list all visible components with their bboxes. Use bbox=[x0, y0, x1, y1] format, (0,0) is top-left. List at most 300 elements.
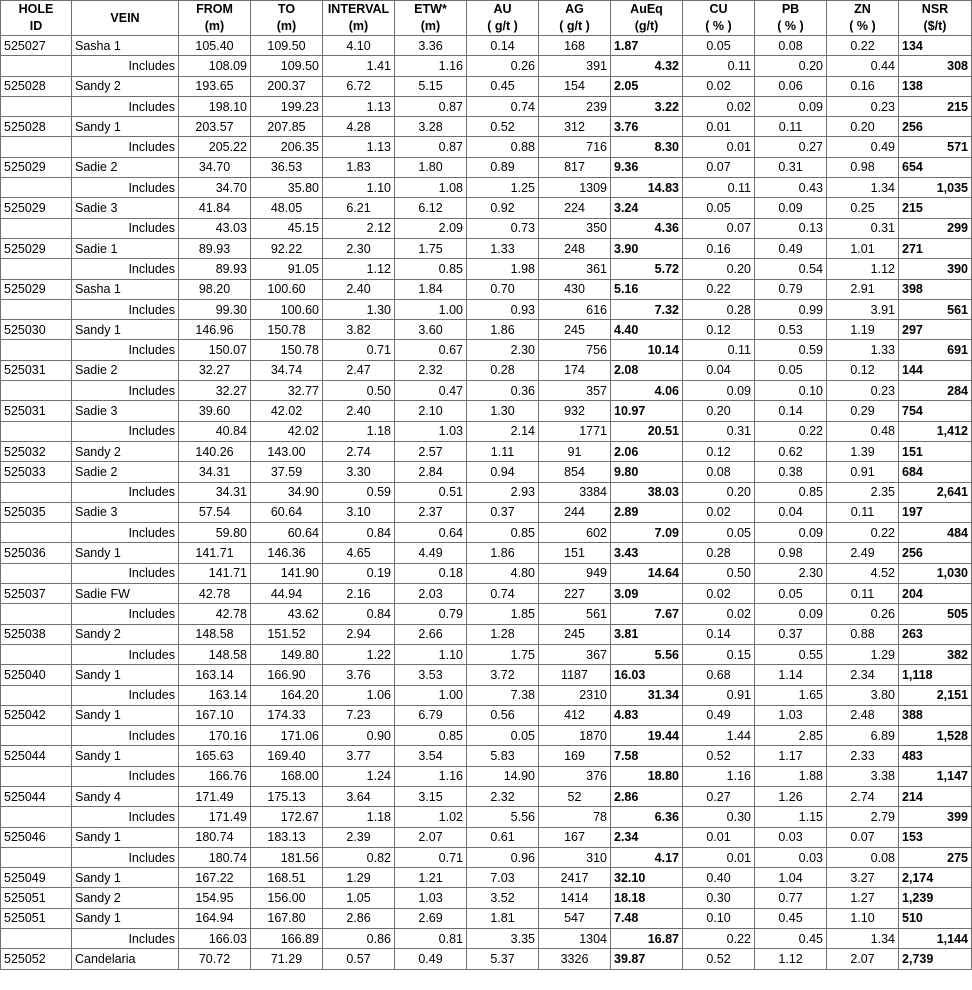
cell-aueq: 38.03 bbox=[611, 482, 683, 502]
cell-vein: Includes bbox=[72, 137, 179, 157]
cell-etw: 1.00 bbox=[395, 685, 467, 705]
cell-to: 34.90 bbox=[251, 482, 323, 502]
cell-ag: 376 bbox=[539, 766, 611, 786]
column-header-unit: (m) bbox=[420, 19, 441, 33]
cell-zn: 0.91 bbox=[827, 462, 899, 482]
cell-cu: 0.01 bbox=[683, 137, 755, 157]
cell-cu: 0.02 bbox=[683, 502, 755, 522]
column-header-label: NSR bbox=[921, 2, 949, 16]
cell-vein: Sadie FW bbox=[72, 584, 179, 604]
cell-au: 1.25 bbox=[467, 178, 539, 198]
cell-to: 60.64 bbox=[251, 502, 323, 522]
cell-hole-id bbox=[1, 137, 72, 157]
cell-vein: Sadie 3 bbox=[72, 502, 179, 522]
cell-etw: 1.80 bbox=[395, 157, 467, 177]
cell-to: 34.74 bbox=[251, 360, 323, 380]
cell-pb: 0.37 bbox=[755, 624, 827, 644]
cell-interval: 0.82 bbox=[323, 847, 395, 867]
cell-cu: 0.02 bbox=[683, 604, 755, 624]
column-header-unit: (g/t) bbox=[634, 19, 659, 33]
cell-to: 43.62 bbox=[251, 604, 323, 624]
cell-cu: 0.20 bbox=[683, 482, 755, 502]
cell-au: 1.98 bbox=[467, 259, 539, 279]
column-header-label: AG bbox=[565, 2, 584, 16]
column-header-label: INTERVAL bbox=[327, 2, 390, 16]
cell-nsr: 691 bbox=[899, 340, 972, 360]
cell-interval: 1.05 bbox=[323, 888, 395, 908]
cell-ag: 602 bbox=[539, 523, 611, 543]
cell-hole-id bbox=[1, 847, 72, 867]
cell-vein: Includes bbox=[72, 178, 179, 198]
cell-vein: Candelaria bbox=[72, 949, 179, 969]
cell-aueq: 6.36 bbox=[611, 807, 683, 827]
table-row bbox=[1, 624, 972, 644]
table-row bbox=[1, 705, 972, 725]
cell-nsr: 571 bbox=[899, 137, 972, 157]
cell-hole-id: 525029 bbox=[1, 238, 72, 258]
cell-cu: 0.40 bbox=[683, 868, 755, 888]
cell-cu: 0.11 bbox=[683, 178, 755, 198]
cell-vein: Sandy 1 bbox=[72, 117, 179, 137]
cell-from: 32.27 bbox=[179, 381, 251, 401]
cell-vein: Includes bbox=[72, 563, 179, 583]
cell-aueq: 20.51 bbox=[611, 421, 683, 441]
cell-ag: 616 bbox=[539, 299, 611, 319]
cell-ag: 949 bbox=[539, 563, 611, 583]
cell-to: 143.00 bbox=[251, 441, 323, 461]
cell-interval: 6.21 bbox=[323, 198, 395, 218]
cell-hole-id: 525038 bbox=[1, 624, 72, 644]
cell-interval: 2.40 bbox=[323, 401, 395, 421]
cell-to: 181.56 bbox=[251, 847, 323, 867]
cell-au: 0.74 bbox=[467, 96, 539, 116]
cell-vein: Includes bbox=[72, 381, 179, 401]
cell-etw: 2.66 bbox=[395, 624, 467, 644]
column-header-label: ZN bbox=[854, 2, 871, 16]
cell-nsr: 1,147 bbox=[899, 766, 972, 786]
cell-etw: 0.18 bbox=[395, 563, 467, 583]
cell-nsr: 1,144 bbox=[899, 929, 972, 949]
cell-from: 167.10 bbox=[179, 705, 251, 725]
cell-au: 0.85 bbox=[467, 523, 539, 543]
cell-nsr: 271 bbox=[899, 238, 972, 258]
cell-to: 169.40 bbox=[251, 746, 323, 766]
table-row bbox=[1, 786, 972, 806]
cell-etw: 0.67 bbox=[395, 340, 467, 360]
table-row-includes bbox=[1, 929, 972, 949]
cell-ag: 756 bbox=[539, 340, 611, 360]
cell-au: 0.61 bbox=[467, 827, 539, 847]
cell-nsr: 215 bbox=[899, 198, 972, 218]
cell-zn: 1.33 bbox=[827, 340, 899, 360]
cell-ag: 227 bbox=[539, 584, 611, 604]
cell-pb: 0.53 bbox=[755, 320, 827, 340]
cell-to: 109.50 bbox=[251, 36, 323, 56]
cell-etw: 1.00 bbox=[395, 299, 467, 319]
cell-au: 0.96 bbox=[467, 847, 539, 867]
cell-au: 1.86 bbox=[467, 543, 539, 563]
cell-hole-id: 525049 bbox=[1, 868, 72, 888]
cell-from: 154.95 bbox=[179, 888, 251, 908]
cell-zn: 1.27 bbox=[827, 888, 899, 908]
column-header-pb bbox=[755, 1, 827, 36]
cell-zn: 0.98 bbox=[827, 157, 899, 177]
cell-pb: 1.14 bbox=[755, 665, 827, 685]
cell-from: 164.94 bbox=[179, 908, 251, 928]
column-header-to bbox=[251, 1, 323, 36]
cell-pb: 1.12 bbox=[755, 949, 827, 969]
table-row-includes bbox=[1, 644, 972, 664]
cell-to: 207.85 bbox=[251, 117, 323, 137]
cell-cu: 0.12 bbox=[683, 441, 755, 461]
cell-cu: 0.01 bbox=[683, 847, 755, 867]
cell-etw: 1.16 bbox=[395, 766, 467, 786]
cell-ag: 1771 bbox=[539, 421, 611, 441]
cell-aueq: 3.09 bbox=[611, 584, 683, 604]
cell-from: 89.93 bbox=[179, 238, 251, 258]
cell-vein: Sadie 1 bbox=[72, 238, 179, 258]
cell-interval: 1.10 bbox=[323, 178, 395, 198]
cell-hole-id bbox=[1, 563, 72, 583]
cell-nsr: 134 bbox=[899, 36, 972, 56]
cell-ag: 2417 bbox=[539, 868, 611, 888]
cell-cu: 0.20 bbox=[683, 259, 755, 279]
cell-vein: Includes bbox=[72, 523, 179, 543]
cell-cu: 0.08 bbox=[683, 462, 755, 482]
cell-to: 151.52 bbox=[251, 624, 323, 644]
cell-zn: 2.49 bbox=[827, 543, 899, 563]
table-row bbox=[1, 868, 972, 888]
cell-from: 148.58 bbox=[179, 644, 251, 664]
cell-nsr: 214 bbox=[899, 786, 972, 806]
cell-zn: 0.08 bbox=[827, 847, 899, 867]
cell-interval: 3.10 bbox=[323, 502, 395, 522]
cell-nsr: 2,739 bbox=[899, 949, 972, 969]
cell-from: 42.78 bbox=[179, 584, 251, 604]
cell-interval: 7.23 bbox=[323, 705, 395, 725]
cell-etw: 1.03 bbox=[395, 888, 467, 908]
cell-interval: 0.84 bbox=[323, 523, 395, 543]
table-row-includes bbox=[1, 807, 972, 827]
cell-cu: 0.05 bbox=[683, 36, 755, 56]
cell-aueq: 14.64 bbox=[611, 563, 683, 583]
cell-vein: Includes bbox=[72, 766, 179, 786]
cell-hole-id bbox=[1, 259, 72, 279]
cell-aueq: 3.90 bbox=[611, 238, 683, 258]
cell-au: 0.93 bbox=[467, 299, 539, 319]
cell-nsr: 1,528 bbox=[899, 726, 972, 746]
cell-cu: 0.52 bbox=[683, 949, 755, 969]
cell-etw: 0.64 bbox=[395, 523, 467, 543]
column-header-label: FROM bbox=[196, 2, 233, 16]
cell-pb: 1.26 bbox=[755, 786, 827, 806]
cell-interval: 1.30 bbox=[323, 299, 395, 319]
cell-hole-id: 525031 bbox=[1, 401, 72, 421]
cell-vein: Sandy 2 bbox=[72, 624, 179, 644]
cell-nsr: 505 bbox=[899, 604, 972, 624]
cell-from: 41.84 bbox=[179, 198, 251, 218]
cell-cu: 0.20 bbox=[683, 401, 755, 421]
cell-to: 200.37 bbox=[251, 76, 323, 96]
cell-nsr: 275 bbox=[899, 847, 972, 867]
cell-au: 14.90 bbox=[467, 766, 539, 786]
cell-interval: 6.72 bbox=[323, 76, 395, 96]
cell-ag: 3326 bbox=[539, 949, 611, 969]
cell-to: 149.80 bbox=[251, 644, 323, 664]
cell-nsr: 204 bbox=[899, 584, 972, 604]
table-row bbox=[1, 441, 972, 461]
cell-aueq: 9.36 bbox=[611, 157, 683, 177]
cell-aueq: 7.48 bbox=[611, 908, 683, 928]
cell-interval: 4.28 bbox=[323, 117, 395, 137]
cell-nsr: 510 bbox=[899, 908, 972, 928]
cell-nsr: 382 bbox=[899, 644, 972, 664]
cell-aueq: 2.34 bbox=[611, 827, 683, 847]
table-row bbox=[1, 360, 972, 380]
cell-cu: 0.02 bbox=[683, 584, 755, 604]
cell-pb: 1.04 bbox=[755, 868, 827, 888]
cell-vein: Sadie 3 bbox=[72, 401, 179, 421]
cell-vein: Includes bbox=[72, 847, 179, 867]
table-row-includes bbox=[1, 685, 972, 705]
cell-from: 148.58 bbox=[179, 624, 251, 644]
cell-pb: 0.49 bbox=[755, 238, 827, 258]
cell-nsr: 1,030 bbox=[899, 563, 972, 583]
cell-to: 168.00 bbox=[251, 766, 323, 786]
table-row-includes bbox=[1, 766, 972, 786]
cell-pb: 1.88 bbox=[755, 766, 827, 786]
cell-etw: 3.54 bbox=[395, 746, 467, 766]
cell-to: 172.67 bbox=[251, 807, 323, 827]
cell-zn: 3.27 bbox=[827, 868, 899, 888]
cell-etw: 0.47 bbox=[395, 381, 467, 401]
cell-zn: 0.31 bbox=[827, 218, 899, 238]
cell-zn: 1.10 bbox=[827, 908, 899, 928]
column-header-nsr bbox=[899, 1, 972, 36]
column-header-unit: (m) bbox=[348, 19, 369, 33]
cell-from: 170.16 bbox=[179, 726, 251, 746]
cell-ag: 357 bbox=[539, 381, 611, 401]
table-row-includes bbox=[1, 847, 972, 867]
cell-zn: 0.16 bbox=[827, 76, 899, 96]
cell-au: 5.56 bbox=[467, 807, 539, 827]
cell-to: 36.53 bbox=[251, 157, 323, 177]
cell-hole-id bbox=[1, 218, 72, 238]
cell-hole-id: 525036 bbox=[1, 543, 72, 563]
cell-etw: 3.53 bbox=[395, 665, 467, 685]
cell-zn: 1.34 bbox=[827, 178, 899, 198]
cell-zn: 0.23 bbox=[827, 96, 899, 116]
cell-cu: 0.01 bbox=[683, 827, 755, 847]
cell-cu: 0.28 bbox=[683, 543, 755, 563]
cell-ag: 78 bbox=[539, 807, 611, 827]
cell-nsr: 297 bbox=[899, 320, 972, 340]
table-row-includes bbox=[1, 178, 972, 198]
cell-pb: 0.59 bbox=[755, 340, 827, 360]
cell-aueq: 2.06 bbox=[611, 441, 683, 461]
table-row-includes bbox=[1, 381, 972, 401]
cell-vein: Sandy 1 bbox=[72, 665, 179, 685]
cell-hole-id: 525032 bbox=[1, 441, 72, 461]
cell-interval: 1.13 bbox=[323, 137, 395, 157]
cell-pb: 0.04 bbox=[755, 502, 827, 522]
cell-pb: 0.09 bbox=[755, 96, 827, 116]
cell-pb: 0.13 bbox=[755, 218, 827, 238]
cell-to: 164.20 bbox=[251, 685, 323, 705]
cell-cu: 0.30 bbox=[683, 888, 755, 908]
cell-interval: 2.40 bbox=[323, 279, 395, 299]
column-header-au bbox=[467, 1, 539, 36]
column-header-label: CU bbox=[709, 2, 728, 16]
cell-aueq: 32.10 bbox=[611, 868, 683, 888]
cell-vein: Sandy 2 bbox=[72, 441, 179, 461]
table-row-includes bbox=[1, 218, 972, 238]
table-row bbox=[1, 888, 972, 908]
cell-hole-id bbox=[1, 482, 72, 502]
cell-zn: 2.07 bbox=[827, 949, 899, 969]
cell-from: 166.76 bbox=[179, 766, 251, 786]
table-row-includes bbox=[1, 56, 972, 76]
cell-interval: 1.29 bbox=[323, 868, 395, 888]
cell-from: 165.63 bbox=[179, 746, 251, 766]
cell-ag: 1304 bbox=[539, 929, 611, 949]
cell-etw: 0.71 bbox=[395, 847, 467, 867]
cell-aueq: 16.87 bbox=[611, 929, 683, 949]
cell-au: 0.92 bbox=[467, 198, 539, 218]
cell-nsr: 399 bbox=[899, 807, 972, 827]
cell-etw: 6.12 bbox=[395, 198, 467, 218]
cell-ag: 716 bbox=[539, 137, 611, 157]
cell-interval: 3.64 bbox=[323, 786, 395, 806]
cell-ag: 367 bbox=[539, 644, 611, 664]
cell-au: 1.81 bbox=[467, 908, 539, 928]
cell-vein: Sadie 2 bbox=[72, 462, 179, 482]
cell-vein: Sandy 2 bbox=[72, 76, 179, 96]
cell-from: 141.71 bbox=[179, 543, 251, 563]
cell-hole-id: 525052 bbox=[1, 949, 72, 969]
column-header-label: TO bbox=[277, 2, 296, 16]
cell-from: 167.22 bbox=[179, 868, 251, 888]
cell-pb: 0.77 bbox=[755, 888, 827, 908]
cell-vein: Includes bbox=[72, 644, 179, 664]
cell-hole-id: 525029 bbox=[1, 279, 72, 299]
cell-pb: 0.14 bbox=[755, 401, 827, 421]
column-header-unit: ID bbox=[29, 19, 43, 33]
cell-interval: 1.18 bbox=[323, 807, 395, 827]
cell-zn: 0.29 bbox=[827, 401, 899, 421]
cell-nsr: 388 bbox=[899, 705, 972, 725]
cell-cu: 0.30 bbox=[683, 807, 755, 827]
cell-to: 91.05 bbox=[251, 259, 323, 279]
column-header-unit: ( g/t ) bbox=[559, 19, 590, 33]
cell-au: 1.11 bbox=[467, 441, 539, 461]
cell-pb: 0.10 bbox=[755, 381, 827, 401]
cell-pb: 0.62 bbox=[755, 441, 827, 461]
cell-ag: 1414 bbox=[539, 888, 611, 908]
cell-interval: 2.30 bbox=[323, 238, 395, 258]
table-row-includes bbox=[1, 96, 972, 116]
cell-hole-id bbox=[1, 644, 72, 664]
cell-hole-id bbox=[1, 929, 72, 949]
cell-au: 0.45 bbox=[467, 76, 539, 96]
cell-zn: 1.12 bbox=[827, 259, 899, 279]
table-row bbox=[1, 746, 972, 766]
cell-zn: 1.39 bbox=[827, 441, 899, 461]
cell-pb: 2.30 bbox=[755, 563, 827, 583]
cell-ag: 2310 bbox=[539, 685, 611, 705]
cell-interval: 0.84 bbox=[323, 604, 395, 624]
cell-to: 166.89 bbox=[251, 929, 323, 949]
cell-from: 171.49 bbox=[179, 807, 251, 827]
cell-aueq: 7.67 bbox=[611, 604, 683, 624]
cell-ag: 91 bbox=[539, 441, 611, 461]
cell-to: 171.06 bbox=[251, 726, 323, 746]
cell-from: 141.71 bbox=[179, 563, 251, 583]
cell-zn: 0.11 bbox=[827, 502, 899, 522]
cell-zn: 3.80 bbox=[827, 685, 899, 705]
cell-pb: 0.03 bbox=[755, 847, 827, 867]
cell-vein: Sandy 4 bbox=[72, 786, 179, 806]
cell-vein: Sandy 1 bbox=[72, 543, 179, 563]
cell-pb: 0.85 bbox=[755, 482, 827, 502]
cell-vein: Sandy 2 bbox=[72, 888, 179, 908]
cell-zn: 2.48 bbox=[827, 705, 899, 725]
cell-interval: 0.57 bbox=[323, 949, 395, 969]
cell-etw: 3.28 bbox=[395, 117, 467, 137]
cell-pb: 1.17 bbox=[755, 746, 827, 766]
cell-hole-id bbox=[1, 807, 72, 827]
cell-pb: 0.20 bbox=[755, 56, 827, 76]
cell-etw: 0.87 bbox=[395, 137, 467, 157]
cell-aueq: 31.34 bbox=[611, 685, 683, 705]
cell-from: 198.10 bbox=[179, 96, 251, 116]
cell-from: 180.74 bbox=[179, 827, 251, 847]
table-row bbox=[1, 584, 972, 604]
cell-ag: 430 bbox=[539, 279, 611, 299]
table-row bbox=[1, 827, 972, 847]
cell-zn: 0.22 bbox=[827, 523, 899, 543]
cell-aueq: 4.36 bbox=[611, 218, 683, 238]
cell-etw: 0.87 bbox=[395, 96, 467, 116]
cell-hole-id bbox=[1, 766, 72, 786]
cell-pb: 0.05 bbox=[755, 360, 827, 380]
cell-aueq: 9.80 bbox=[611, 462, 683, 482]
cell-zn: 2.35 bbox=[827, 482, 899, 502]
cell-aueq: 3.76 bbox=[611, 117, 683, 137]
cell-cu: 0.15 bbox=[683, 644, 755, 664]
cell-zn: 0.12 bbox=[827, 360, 899, 380]
cell-ag: 1870 bbox=[539, 726, 611, 746]
cell-nsr: 2,641 bbox=[899, 482, 972, 502]
cell-zn: 0.22 bbox=[827, 36, 899, 56]
cell-pb: 1.03 bbox=[755, 705, 827, 725]
cell-to: 45.15 bbox=[251, 218, 323, 238]
table-row bbox=[1, 401, 972, 421]
cell-zn: 2.34 bbox=[827, 665, 899, 685]
cell-ag: 350 bbox=[539, 218, 611, 238]
cell-au: 3.72 bbox=[467, 665, 539, 685]
cell-ag: 169 bbox=[539, 746, 611, 766]
cell-etw: 1.10 bbox=[395, 644, 467, 664]
cell-nsr: 197 bbox=[899, 502, 972, 522]
cell-aueq: 3.81 bbox=[611, 624, 683, 644]
cell-cu: 1.44 bbox=[683, 726, 755, 746]
cell-to: 167.80 bbox=[251, 908, 323, 928]
column-header-unit: ( g/t ) bbox=[487, 19, 518, 33]
table-row bbox=[1, 157, 972, 177]
cell-zn: 0.23 bbox=[827, 381, 899, 401]
column-header-label: HOLE bbox=[18, 2, 54, 16]
